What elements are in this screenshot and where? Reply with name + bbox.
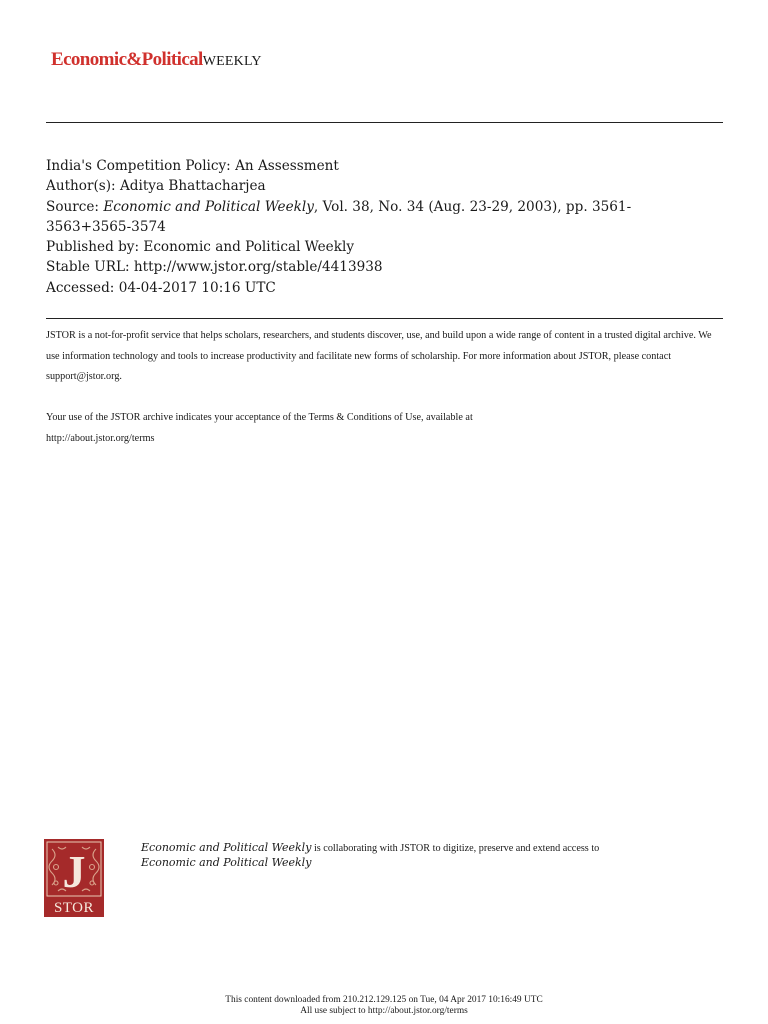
authors-label: Author(s): — [46, 178, 120, 195]
logo-weekly: WEEKLY — [202, 54, 262, 69]
source-detail: , Vol. 38, No. 34 (Aug. 23-29, 2003), pp. 3561- — [313, 198, 632, 215]
source-line — [46, 197, 716, 217]
stable-url-label: Stable URL: — [46, 259, 134, 276]
logo-ampersand: & — [126, 49, 142, 70]
source-journal: Economic and Political Weekly — [103, 198, 314, 215]
terms-link[interactable]: http://about.jstor.org/terms — [46, 432, 155, 444]
footer-line-1: This content downloaded from 210.212.129.125 on Tue, 04 Apr 2017 10:16:49 UTC — [225, 995, 543, 1005]
jstor-logo-letter: J — [62, 846, 86, 897]
source-pages: 3563+3565-3574 — [46, 218, 166, 235]
collaboration-line-2 — [141, 856, 741, 871]
middle-divider — [46, 318, 723, 319]
authors-value: Aditya Bhattacharjea — [119, 178, 266, 195]
logo-political: Political — [141, 49, 203, 70]
accessed-value: 04-04-2017 10:16 UTC — [118, 279, 276, 296]
top-divider — [46, 122, 723, 123]
collaboration-line-1 — [141, 841, 741, 856]
source-label: Source: — [46, 198, 104, 215]
collaboration-statement — [141, 841, 741, 871]
logo-economic: Economic — [51, 49, 127, 70]
stable-url-link[interactable]: http://www.jstor.org/stable/4413938 — [133, 259, 383, 276]
publisher-value: Economic and Political Weekly — [143, 239, 354, 256]
collab-journal-1: Economic and Political Weekly — [141, 841, 312, 854]
publisher-line — [46, 237, 716, 257]
accessed-line — [46, 278, 716, 298]
jstor-notice: JSTOR is a not-for-profit service that helps scholars, researchers, and students discover, use, and build upon a wide range of content in a trusted digital archive. We use information technology and tools to increase productivity and facilitate new forms of scholarship. For more information about JSTOR, please contact support@jstor.org. — [46, 330, 712, 382]
stable-url-line — [46, 257, 716, 277]
authors-line — [46, 176, 716, 196]
jstor-logo-icon — [44, 839, 104, 917]
terms-notice-text: Your use of the JSTOR archive indicates your acceptance of the Terms & Conditions of Use, available at — [46, 412, 473, 423]
collab-text: is collaborating with JSTOR to digitize, preserve and extend access to — [311, 843, 600, 854]
terms-notice — [46, 408, 726, 449]
footer-line-2: All use subject to http://about.jstor.org/terms — [300, 1006, 468, 1016]
collab-journal-2: Economic and Political Weekly — [141, 856, 312, 869]
download-footer — [0, 995, 768, 1017]
publisher-label: Published by: — [46, 239, 144, 256]
accessed-label: Accessed: — [46, 279, 119, 296]
jstor-logo-wordmark: STOR — [53, 900, 95, 916]
publisher-logo — [51, 50, 262, 69]
citation-block — [46, 156, 716, 298]
article-title: India's Competition Policy: An Assessment — [46, 158, 339, 174]
